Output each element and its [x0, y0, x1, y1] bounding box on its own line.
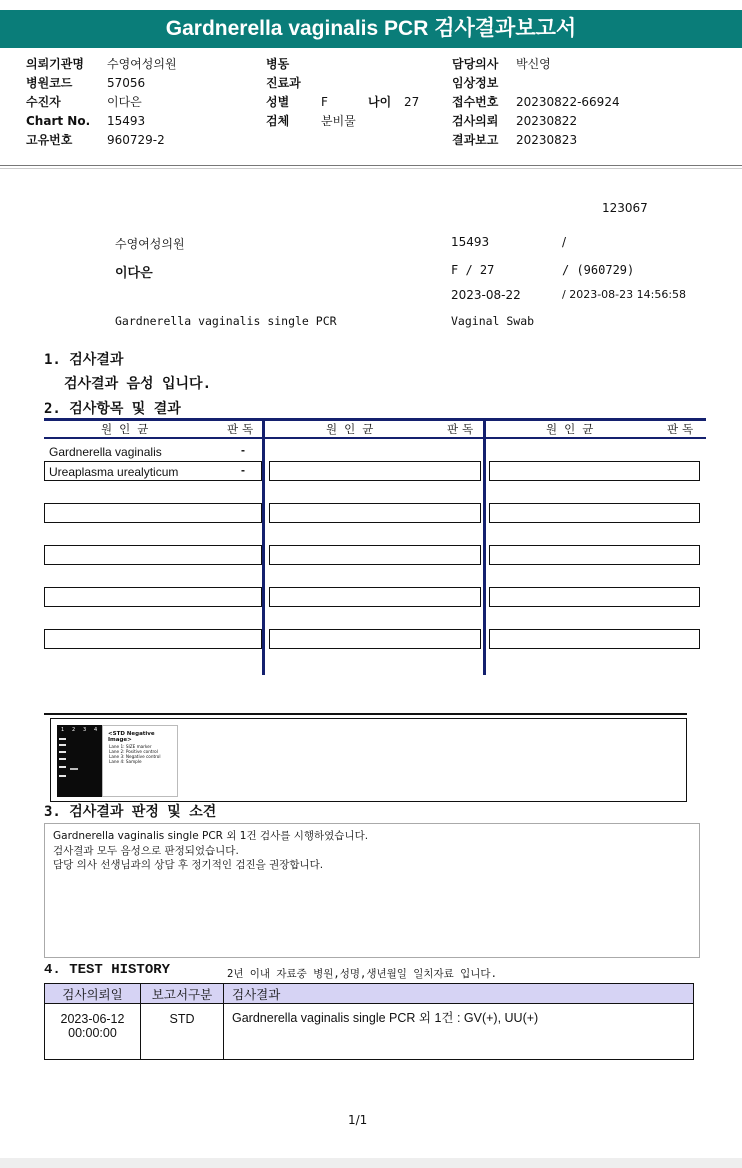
gel-marker-band — [59, 744, 66, 746]
opinion-line: 담당 의사 선생님과의 상담 후 정기적인 검진을 권장합니다. — [53, 859, 324, 871]
sex-value: F — [321, 95, 328, 109]
history-time: 00:00:00 — [68, 1026, 117, 1040]
report-date-value: 20230823 — [516, 133, 578, 147]
stamp-chart-no: 15493 — [451, 235, 490, 249]
gel-legend-title: <STD Negative Image> — [108, 731, 155, 743]
result-cell — [489, 503, 700, 523]
col-pathogen-header-2: 원인균 — [326, 422, 381, 436]
stamp-hospital: 수영여성의원 — [115, 237, 185, 251]
stamp-code: 123067 — [602, 201, 648, 215]
gel-legend — [102, 725, 178, 797]
header-col-3 — [452, 55, 620, 150]
receipt-no-value: 20230822-66924 — [516, 95, 620, 109]
department-label: 진료과 — [266, 76, 301, 90]
gel-lane-number: 4 — [94, 727, 98, 733]
result-cell — [489, 545, 700, 565]
col-judge-header-3: 판독 — [667, 422, 698, 436]
result-row-2-name: Ureaplasma urealyticum — [49, 465, 179, 479]
report-date-label: 결과보고 — [452, 133, 499, 147]
stamp-request-date: 2023-08-22 — [451, 288, 521, 302]
gel-legend-item: Lane 1: SIZE marker — [109, 744, 152, 749]
stamp-slash: / — [562, 235, 567, 249]
request-date-value: 20230822 — [516, 114, 578, 128]
hospital-code-value: 57056 — [107, 76, 146, 90]
history-header-date: 검사의뢰일 — [45, 984, 141, 1004]
section-4-title: 4. TEST HISTORY — [44, 962, 171, 978]
section-2-title: 2. 검사항목 및 결과 — [44, 401, 181, 417]
gel-marker-band — [59, 738, 66, 740]
result-cell — [269, 461, 481, 481]
history-header-type: 보고서구분 — [141, 984, 224, 1004]
column-divider-2 — [483, 418, 486, 675]
section-3-title: 3. 검사결과 판정 및 소견 — [44, 804, 217, 820]
history-date-cell — [45, 1004, 141, 1060]
report-title: Gardnerella vaginalis PCR 검사결과보고서 — [0, 10, 742, 48]
section-1-result: 검사결과 음성 입니다. — [64, 376, 212, 392]
col-pathogen-header-1: 원인균 — [101, 422, 156, 436]
table-row — [45, 1004, 694, 1060]
history-table — [44, 983, 694, 1060]
hospital-name-label: 의뢰기관명 — [26, 57, 84, 71]
stamp-birth: / (960729) — [562, 263, 635, 277]
result-cell — [44, 503, 262, 523]
gel-top-rule — [44, 713, 687, 715]
history-result: Gardnerella vaginalis single PCR 외 1건 : GV(+), UU(+) — [224, 1004, 694, 1060]
doctor-value: 박신영 — [516, 57, 551, 71]
page-number: 1/1 — [348, 1113, 368, 1127]
gel-marker-band — [59, 775, 66, 777]
col-judge-header-2: 판독 — [447, 422, 478, 436]
result-cell — [44, 587, 262, 607]
age-value: 27 — [404, 95, 420, 109]
hospital-name-value: 수영여성의원 — [107, 57, 177, 71]
results-header-rule — [44, 437, 706, 439]
header-col-1 — [26, 55, 177, 150]
page-bottom-band — [0, 1158, 742, 1168]
history-type: STD — [141, 1004, 224, 1060]
gel-legend-item: Lane 4: Sample — [109, 759, 142, 764]
doctor-label: 담당의사 — [452, 57, 499, 71]
column-divider-1 — [262, 418, 265, 675]
gel-lane-number: 2 — [72, 727, 76, 733]
gel-marker-band — [59, 751, 66, 753]
hospital-code-label: 병원코드 — [26, 76, 73, 90]
history-date: 2023-06-12 — [60, 1012, 125, 1026]
chart-no-label: Chart No. — [26, 114, 91, 128]
section-1-title: 1. 검사결과 — [44, 352, 124, 368]
col-judge-header-1: 판독 — [227, 422, 258, 436]
header-divider — [0, 165, 742, 166]
opinion-line: Gardnerella vaginalis single PCR 외 1건 검사를 시행하였습니다. — [53, 830, 369, 842]
stamp-patient-name: 이다은 — [115, 266, 153, 281]
patient-value: 이다은 — [107, 95, 142, 109]
gel-marker-band — [59, 758, 66, 760]
ward-label: 병동 — [266, 57, 290, 71]
stamp-test-name: Gardnerella vaginalis single PCR — [115, 314, 337, 328]
gel-lane-number: 1 — [61, 727, 65, 733]
result-row-1-value: - — [241, 443, 245, 457]
result-cell — [489, 629, 700, 649]
opinion-line: 검사결과 모두 음성으로 판정되었습니다. — [53, 844, 239, 857]
header-col-2 — [266, 55, 419, 131]
history-note: 2년 이내 자료중 병원,성명,생년월일 일치자료 입니다. — [227, 968, 497, 980]
result-cell — [44, 545, 262, 565]
unique-id-value: 960729-2 — [107, 133, 165, 147]
patient-label: 수진자 — [26, 95, 61, 109]
result-cell — [269, 545, 481, 565]
gel-lane-number: 3 — [83, 727, 87, 733]
receipt-no-label: 접수번호 — [452, 95, 499, 109]
result-row-2-value: - — [241, 463, 245, 477]
stamp-sex-age: F / 27 — [451, 263, 495, 277]
request-date-label: 검사의뢰 — [452, 114, 499, 128]
result-row-1-name: Gardnerella vaginalis — [49, 445, 162, 459]
unique-id-label: 고유번호 — [26, 133, 73, 147]
sex-label: 성별 — [266, 95, 290, 109]
result-cell — [489, 587, 700, 607]
gel-legend-item: Lane 3: Negative control — [109, 754, 161, 759]
stamp-report-datetime: / 2023-08-23 14:56:58 — [562, 288, 687, 301]
header-divider-2 — [0, 168, 742, 169]
history-header-row — [45, 984, 694, 1004]
specimen-value: 분비물 — [321, 114, 356, 128]
result-cell — [269, 503, 481, 523]
history-header-result: 검사결과 — [224, 984, 694, 1004]
gel-positive-band — [70, 768, 78, 770]
stamp-specimen: Vaginal Swab — [451, 314, 535, 328]
gel-legend-item: Lane 2: Positive control — [109, 749, 158, 754]
gel-electrophoresis-image — [57, 725, 102, 797]
result-cell — [489, 461, 700, 481]
opinion-box — [44, 823, 700, 958]
result-cell — [44, 629, 262, 649]
clinical-info-label: 임상정보 — [452, 76, 499, 90]
specimen-label: 검체 — [266, 114, 290, 128]
result-cell — [269, 587, 481, 607]
gel-marker-band — [59, 766, 66, 768]
chart-no-value: 15493 — [107, 114, 146, 128]
result-cell — [269, 629, 481, 649]
age-label: 나이 — [368, 95, 392, 109]
col-pathogen-header-3: 원인균 — [546, 422, 601, 436]
